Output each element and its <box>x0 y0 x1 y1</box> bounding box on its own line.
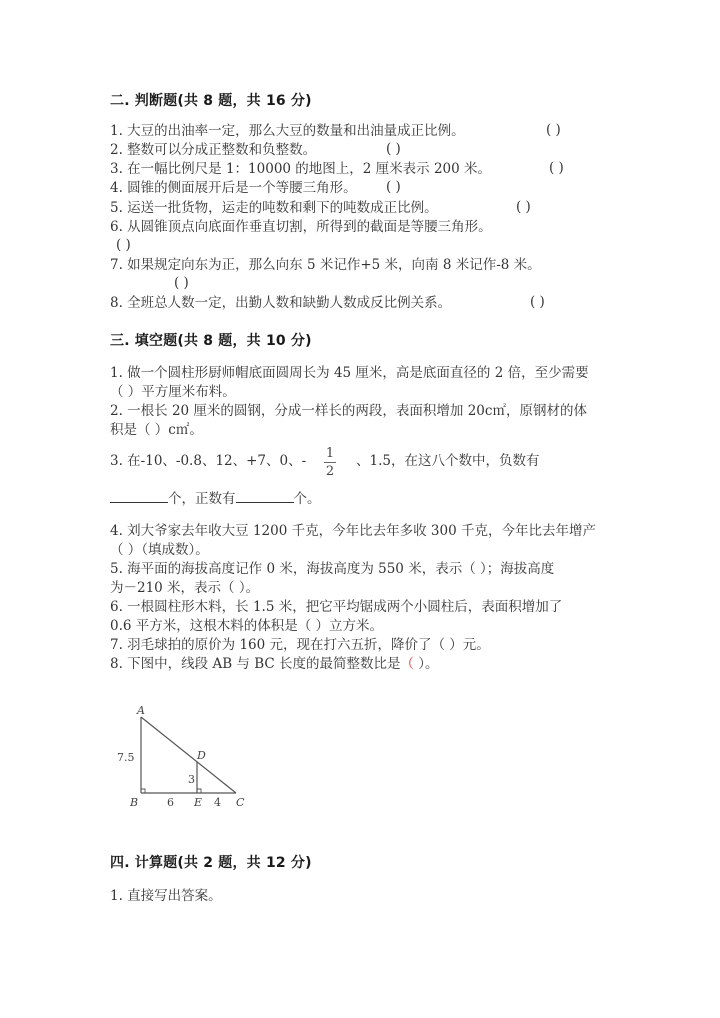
answer-blank-3[interactable]: ( ) <box>549 160 564 176</box>
fill-item-8-text: 8. 下图中，线段 AB 与 BC 长度的最简整数比是 <box>110 656 401 672</box>
judgement-item-7: 7. 如果规定向东为正，那么向东 5 米记作+5 米，向南 8 米记作-8 米。 <box>110 257 541 273</box>
label-D: D <box>197 749 206 762</box>
fill-item-1-line-1: 1. 做一个圆柱形厨师帽底面圆周长为 45 厘米，高是底面直径的 2 倍，至少需要 <box>110 365 589 381</box>
fill-item-3-line-1-right: 、1.5，在这八个数中，负数有 <box>356 453 540 469</box>
fraction-one-half <box>324 446 336 479</box>
answer-blank-4[interactable]: ( ) <box>386 179 401 195</box>
judgement-item-8: 8. 全班总人数一定，出勤人数和缺勤人数成反比例关系。 <box>110 295 452 311</box>
fill-item-4-line-1: 4. 刘大爷家去年收大豆 1200 千克，今年比去年多收 300 千克，今年比去年增产 <box>110 523 596 539</box>
answer-blank-1[interactable]: ( ) <box>546 122 561 138</box>
calc-item-1: 1. 直接写出答案。 <box>110 888 222 904</box>
answer-blank-5[interactable]: ( ) <box>516 199 531 215</box>
fill-item-7: 7. 羽毛球拍的原价为 160 元，现在打六五折，降价了（ ）元。 <box>110 637 490 653</box>
fill-item-5-line-2: 为－210 米，表示（ ）。 <box>110 580 260 596</box>
label-AB-length: 7.5 <box>117 751 135 764</box>
section-heading-judgement: 二. 判断题(共 8 题，共 16 分) <box>110 93 312 109</box>
answer-blank-6[interactable]: ( ) <box>116 237 131 253</box>
judgement-item-2: 2. 整数可以分成正整数和负整数。 <box>110 142 317 158</box>
label-C: C <box>236 796 245 809</box>
label-A: A <box>137 704 145 717</box>
section-heading-fill-blank: 三. 填空题(共 8 题，共 10 分) <box>110 333 312 349</box>
fill-item-6-line-2: 0.6 平方米，这根木料的体积是（ ）立方米。 <box>110 618 384 634</box>
fraction-denominator: 2 <box>325 464 335 479</box>
fill-item-1-line-2: （ ）平方厘米布料。 <box>110 384 236 400</box>
label-BE-length: 6 <box>167 796 174 809</box>
answer-blank-8[interactable]: ( ) <box>530 294 545 310</box>
judgement-item-1: 1. 大豆的出油率一定，那么大豆的数量和出油量成正比例。 <box>110 123 465 139</box>
fraction-bar <box>324 462 336 463</box>
fraction-numerator: 1 <box>325 446 335 461</box>
answer-blank-7[interactable]: ( ) <box>174 275 189 291</box>
fill-item-8 <box>110 655 439 674</box>
label-B: B <box>130 796 139 809</box>
fill-item-8-open-paren: （ <box>400 656 415 672</box>
answer-blank-2[interactable]: ( ) <box>386 141 401 157</box>
fill-item-3-mid-text: 个，正数有 <box>168 491 236 507</box>
judgement-item-5: 5. 运送一批货物，运走的吨数和剩下的吨数成正比例。 <box>110 200 438 216</box>
judgement-item-6: 6. 从圆锥顶点向底面作垂直切割，所得到的截面是等腰三角形。 <box>110 219 492 235</box>
fill-item-5-line-1: 5. 海平面的海拔高度记作 0 米，海拔高度为 550 米，表示（ ）；海拔高度 <box>110 561 555 577</box>
negative-count-blank[interactable] <box>110 490 168 503</box>
fill-item-8-close-paren: ）。 <box>414 656 439 672</box>
judgement-item-4: 4. 圆锥的侧面展开后是一个等腰三角形。 <box>110 180 357 196</box>
label-DE-length: 3 <box>188 773 195 786</box>
fill-item-3-line-1-left: 3. 在-10、-0.8、12、+7、0、- <box>110 453 307 469</box>
judgement-item-3: 3. 在一幅比例尺是 1：10000 的地图上，2 厘米表示 200 米。 <box>110 161 492 177</box>
fill-item-6-line-1: 6. 一根圆柱形木料，长 1.5 米，把它平均锯成两个小圆柱后，表面积增加了 <box>110 599 563 615</box>
fill-item-3-end-text: 个。 <box>293 491 321 507</box>
triangle-figure <box>100 695 270 815</box>
positive-count-blank[interactable] <box>236 490 294 503</box>
fill-item-4-line-2: （ ）（填成数）。 <box>110 542 209 558</box>
fill-item-2-line-1: 2. 一根长 20 厘米的圆钢，分成一样长的两段，表面积增加 20c㎡，原钢材的体 <box>110 403 587 419</box>
label-E: E <box>194 796 203 809</box>
section-heading-calculation: 四. 计算题(共 2 题，共 12 分) <box>110 855 312 871</box>
fill-item-3-line-2 <box>110 490 321 509</box>
label-EC-length: 4 <box>214 796 221 809</box>
fill-item-2-line-2: 积是（ ）c㎡。 <box>110 422 203 438</box>
